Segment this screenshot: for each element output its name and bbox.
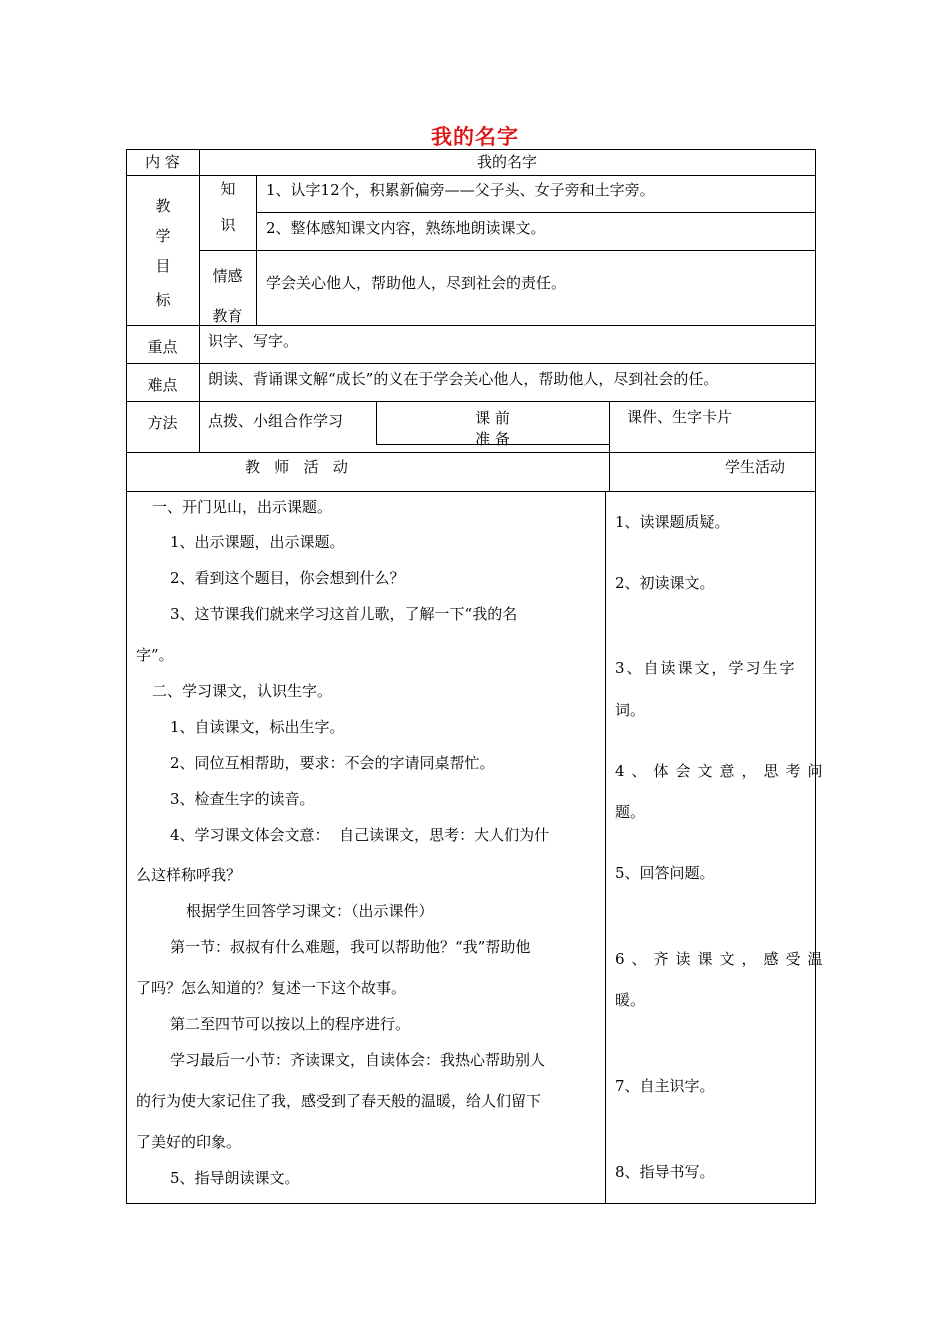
student-line: 7、自主识字。 bbox=[615, 1077, 715, 1095]
teacher-line: 二、学习课文，认识生字。 bbox=[152, 682, 333, 700]
student-line: 词。 bbox=[615, 701, 646, 719]
prep-label: 课 前 准 备 bbox=[475, 409, 510, 448]
teacher-line: 字”。 bbox=[136, 646, 174, 664]
emotion-text: 学会关心他人，帮助他人，尽到社会的责任。 bbox=[266, 274, 567, 292]
teacher-line: 5、指导朗读课文。 bbox=[170, 1169, 300, 1187]
teacher-line: 1、出示课题，出示课题。 bbox=[170, 533, 345, 551]
teacher-line: 2、同位互相帮助，要求：不会的字请同桌帮忙。 bbox=[170, 754, 495, 772]
page-title: 我的名字 bbox=[431, 125, 519, 149]
prep-text: 课件、生字卡片 bbox=[627, 408, 733, 426]
key-point-label: 重点 bbox=[147, 338, 178, 356]
teacher-line: 第一节：叔叔有什么难题，我可以帮助他？“我”帮助他 bbox=[170, 938, 531, 956]
teacher-line: 4、学习课文体会文意： 自己读课文，思考：大人们为什 bbox=[170, 826, 550, 844]
difficulty-text: 朗读、背诵课文解“成长”的义在于学会关心他人，帮助他人，尽到社会的任。 bbox=[208, 370, 719, 388]
emotion-label: 情感 教育 bbox=[212, 267, 243, 325]
student-line: 1、读课题质疑。 bbox=[615, 513, 730, 531]
teacher-line: 了美好的印象。 bbox=[136, 1133, 242, 1151]
student-line: 暖。 bbox=[615, 991, 646, 1009]
teacher-line: 3、这节课我们就来学习这首儿歌，了解一下“我的名 bbox=[170, 605, 518, 623]
method-label: 方法 bbox=[147, 414, 178, 432]
teacher-line: 的行为使大家记住了我，感受到了春天般的温暖，给人们留下 bbox=[136, 1092, 542, 1110]
teacher-line: 一、开门见山，出示课题。 bbox=[152, 498, 333, 516]
student-line: 5、回答问题。 bbox=[615, 864, 715, 882]
knowledge-label: 知 识 bbox=[220, 180, 236, 234]
teacher-line: 么这样称呼我？ bbox=[136, 866, 242, 884]
difficulty-label: 难点 bbox=[147, 376, 178, 394]
student-line: 题。 bbox=[615, 803, 646, 821]
method-text: 点拨、小组合作学习 bbox=[208, 412, 344, 430]
teacher-line: 学习最后一小节：齐读课文，自读体会：我热心帮助别人 bbox=[170, 1051, 546, 1069]
student-line: 6、齐读课文，感受温 bbox=[615, 950, 830, 968]
student-line: 8、指导书写。 bbox=[615, 1163, 715, 1181]
teacher-line: 3、检查生字的读音。 bbox=[170, 790, 315, 808]
teacher-line: 了吗？怎么知道的？复述一下这个故事。 bbox=[136, 979, 407, 997]
knowledge-item-1: 1、认字12个，积累新偏旁——父子头、女子旁和土字旁。 bbox=[266, 181, 655, 199]
content-label: 内 容 bbox=[145, 153, 180, 171]
teacher-activity-header: 教 师 活 动 bbox=[245, 458, 348, 476]
student-line: 2、初读课文。 bbox=[615, 574, 715, 592]
teacher-line: 1、自读课文，标出生字。 bbox=[170, 718, 345, 736]
student-activity-header: 学生活动 bbox=[725, 458, 786, 476]
teacher-line: 根据学生回答学习课文：（出示课件） bbox=[186, 902, 434, 920]
teacher-line: 2、看到这个题目，你会想到什么？ bbox=[170, 569, 405, 587]
key-point-text: 识字、写字。 bbox=[208, 332, 299, 350]
student-line: 4、体会文意，思考问 bbox=[615, 762, 830, 780]
student-line: 3、自读课文，学习生字 bbox=[615, 659, 797, 677]
objectives-label: 教 学 目 标 bbox=[155, 197, 171, 309]
teacher-line: 第二至四节可以按以上的程序进行。 bbox=[170, 1015, 411, 1033]
content-value: 我的名字 bbox=[476, 153, 537, 171]
knowledge-item-2: 2、整体感知课文内容，熟练地朗读课文。 bbox=[266, 219, 546, 237]
